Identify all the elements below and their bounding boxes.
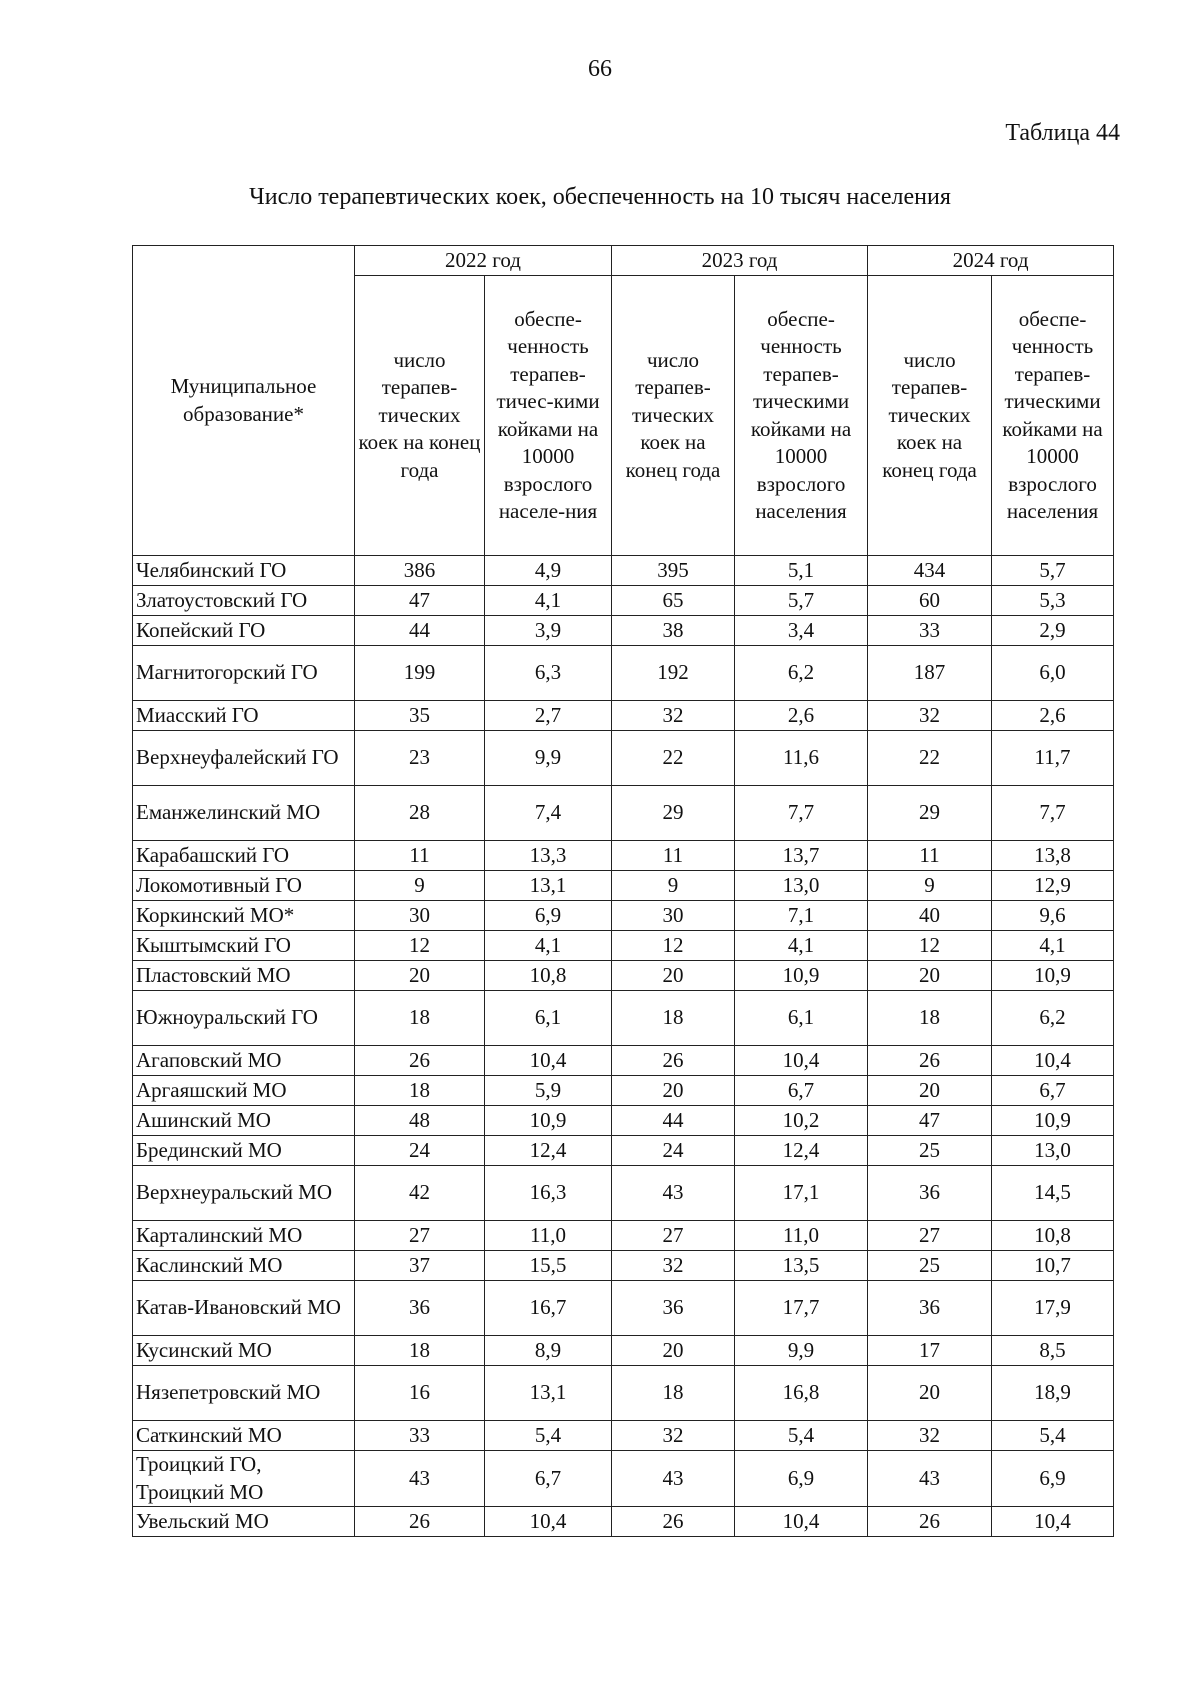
rate-cell: 5,4	[992, 1421, 1114, 1451]
rate-cell: 18,9	[992, 1366, 1114, 1421]
municipality-name: Пластовский МО	[133, 961, 355, 991]
beds-cell: 18	[612, 991, 735, 1046]
beds-cell: 22	[868, 731, 992, 786]
rate-cell: 13,0	[992, 1136, 1114, 1166]
beds-cell: 23	[355, 731, 485, 786]
beds-cell: 26	[868, 1507, 992, 1537]
table-row	[133, 1106, 1114, 1136]
beds-cell: 32	[868, 701, 992, 731]
table-row	[133, 646, 1114, 701]
beds-cell: 47	[868, 1106, 992, 1136]
rate-cell: 6,9	[992, 1451, 1114, 1507]
header-year-row	[133, 246, 1114, 276]
municipality-name: Брединский МО	[133, 1136, 355, 1166]
table-label: Таблица 44	[1005, 120, 1120, 146]
table-row	[133, 556, 1114, 586]
beds-cell: 32	[612, 701, 735, 731]
rate-cell: 6,1	[735, 991, 868, 1046]
rate-cell: 12,4	[735, 1136, 868, 1166]
beds-cell: 36	[612, 1281, 735, 1336]
beds-cell: 20	[612, 961, 735, 991]
beds-cell: 29	[612, 786, 735, 841]
beds-cell: 18	[868, 991, 992, 1046]
header-year-2023: 2023 год	[612, 246, 868, 276]
table-row	[133, 1251, 1114, 1281]
table-row	[133, 1076, 1114, 1106]
rate-cell: 5,1	[735, 556, 868, 586]
beds-cell: 43	[612, 1451, 735, 1507]
beds-cell: 37	[355, 1251, 485, 1281]
rate-cell: 6,7	[485, 1451, 612, 1507]
beds-cell: 27	[868, 1221, 992, 1251]
beds-cell: 36	[355, 1281, 485, 1336]
rate-cell: 10,4	[992, 1046, 1114, 1076]
rate-cell: 5,4	[735, 1421, 868, 1451]
beds-cell: 20	[612, 1076, 735, 1106]
beds-cell: 33	[355, 1421, 485, 1451]
header-rate-2023: обеспе-ченность терапев-тическими койками на 10000 взрослого населения	[735, 276, 868, 556]
header-municipality: Муниципальное образование*	[133, 246, 355, 556]
beds-cell: 60	[868, 586, 992, 616]
rate-cell: 5,7	[735, 586, 868, 616]
table-row	[133, 1336, 1114, 1366]
municipality-name: Саткинский МО	[133, 1421, 355, 1451]
rate-cell: 9,9	[485, 731, 612, 786]
rate-cell: 17,7	[735, 1281, 868, 1336]
rate-cell: 4,1	[992, 931, 1114, 961]
beds-cell: 18	[355, 1076, 485, 1106]
beds-cell: 20	[612, 1336, 735, 1366]
beds-cell: 25	[868, 1251, 992, 1281]
municipality-name: Каслинский МО	[133, 1251, 355, 1281]
table-body	[133, 556, 1114, 1537]
beds-cell: 30	[355, 901, 485, 931]
rate-cell: 10,4	[735, 1507, 868, 1537]
rate-cell: 8,5	[992, 1336, 1114, 1366]
rate-cell: 6,7	[735, 1076, 868, 1106]
rate-cell: 10,7	[992, 1251, 1114, 1281]
header-year-2022: 2022 год	[355, 246, 612, 276]
table-row	[133, 1221, 1114, 1251]
rate-cell: 16,8	[735, 1366, 868, 1421]
municipality-name: Коркинский МО*	[133, 901, 355, 931]
beds-cell: 32	[612, 1421, 735, 1451]
header-beds-2022: число терапев-тических коек на конец года	[355, 276, 485, 556]
beds-cell: 20	[868, 961, 992, 991]
rate-cell: 11,0	[485, 1221, 612, 1251]
municipality-name: Карталинский МО	[133, 1221, 355, 1251]
rate-cell: 4,1	[485, 931, 612, 961]
rate-cell: 3,9	[485, 616, 612, 646]
beds-cell: 43	[868, 1451, 992, 1507]
header-beds-2023: число терапев-тических коек на конец года	[612, 276, 735, 556]
table-row	[133, 931, 1114, 961]
table-row	[133, 786, 1114, 841]
rate-cell: 10,9	[992, 1106, 1114, 1136]
beds-cell: 40	[868, 901, 992, 931]
beds-cell: 22	[612, 731, 735, 786]
rate-cell: 5,9	[485, 1076, 612, 1106]
table-row	[133, 1507, 1114, 1537]
rate-cell: 12,4	[485, 1136, 612, 1166]
rate-cell: 6,2	[992, 991, 1114, 1046]
municipality-name: Карабашский ГО	[133, 841, 355, 871]
rate-cell: 10,9	[485, 1106, 612, 1136]
page-number: 66	[588, 56, 612, 82]
municipality-name: Аргаяшский МО	[133, 1076, 355, 1106]
rate-cell: 6,0	[992, 646, 1114, 701]
rate-cell: 13,1	[485, 871, 612, 901]
table-row	[133, 871, 1114, 901]
rate-cell: 9,6	[992, 901, 1114, 931]
municipality-name: Агаповский МО	[133, 1046, 355, 1076]
rate-cell: 8,9	[485, 1336, 612, 1366]
beds-cell: 26	[355, 1046, 485, 1076]
beds-cell: 28	[355, 786, 485, 841]
rate-cell: 13,3	[485, 841, 612, 871]
beds-cell: 20	[868, 1076, 992, 1106]
municipality-name: Южноуральский ГО	[133, 991, 355, 1046]
table-row	[133, 1421, 1114, 1451]
rate-cell: 4,9	[485, 556, 612, 586]
beds-cell: 20	[355, 961, 485, 991]
municipality-name: Еманжелинский МО	[133, 786, 355, 841]
rate-cell: 6,1	[485, 991, 612, 1046]
beds-cell: 16	[355, 1366, 485, 1421]
table-row	[133, 731, 1114, 786]
beds-cell: 11	[868, 841, 992, 871]
beds-cell: 9	[868, 871, 992, 901]
beds-cell: 26	[612, 1046, 735, 1076]
beds-cell: 11	[355, 841, 485, 871]
beds-cell: 26	[868, 1046, 992, 1076]
rate-cell: 7,7	[735, 786, 868, 841]
beds-cell: 27	[355, 1221, 485, 1251]
beds-cell: 386	[355, 556, 485, 586]
rate-cell: 4,1	[485, 586, 612, 616]
beds-cell: 30	[612, 901, 735, 931]
beds-cell: 43	[355, 1451, 485, 1507]
beds-cell: 395	[612, 556, 735, 586]
rate-cell: 2,9	[992, 616, 1114, 646]
rate-cell: 12,9	[992, 871, 1114, 901]
beds-cell: 12	[868, 931, 992, 961]
rate-cell: 6,3	[485, 646, 612, 701]
rate-cell: 10,8	[992, 1221, 1114, 1251]
beds-cell: 42	[355, 1166, 485, 1221]
table-row	[133, 1366, 1114, 1421]
municipality-name: Верхнеуральский МО	[133, 1166, 355, 1221]
table-row	[133, 1166, 1114, 1221]
beds-cell: 11	[612, 841, 735, 871]
rate-cell: 10,4	[485, 1507, 612, 1537]
beds-cell: 32	[612, 1251, 735, 1281]
municipality-name: Нязепетровский МО	[133, 1366, 355, 1421]
beds-cell: 192	[612, 646, 735, 701]
table-row	[133, 1046, 1114, 1076]
beds-cell: 434	[868, 556, 992, 586]
beds-cell: 18	[612, 1366, 735, 1421]
beds-cell: 9	[612, 871, 735, 901]
rate-cell: 6,9	[735, 1451, 868, 1507]
beds-cell: 12	[612, 931, 735, 961]
rate-cell: 7,1	[735, 901, 868, 931]
beds-cell: 187	[868, 646, 992, 701]
rate-cell: 11,0	[735, 1221, 868, 1251]
beds-cell: 47	[355, 586, 485, 616]
table-row	[133, 701, 1114, 731]
rate-cell: 7,4	[485, 786, 612, 841]
beds-cell: 44	[612, 1106, 735, 1136]
rate-cell: 6,2	[735, 646, 868, 701]
rate-cell: 13,8	[992, 841, 1114, 871]
table-row	[133, 901, 1114, 931]
beds-cell: 65	[612, 586, 735, 616]
rate-cell: 16,3	[485, 1166, 612, 1221]
municipality-name: Миасский ГО	[133, 701, 355, 731]
beds-cell: 38	[612, 616, 735, 646]
beds-cell: 12	[355, 931, 485, 961]
beds-cell: 26	[355, 1507, 485, 1537]
rate-cell: 6,9	[485, 901, 612, 931]
beds-cell: 24	[355, 1136, 485, 1166]
municipality-name: Челябинский ГО	[133, 556, 355, 586]
rate-cell: 17,9	[992, 1281, 1114, 1336]
rate-cell: 9,9	[735, 1336, 868, 1366]
header-beds-2024: число терапев-тических коек на конец года	[868, 276, 992, 556]
beds-cell: 18	[355, 1336, 485, 1366]
municipality-name: Увельский МО	[133, 1507, 355, 1537]
rate-cell: 14,5	[992, 1166, 1114, 1221]
municipality-name: Верхнеуфалейский ГО	[133, 731, 355, 786]
beds-cell: 20	[868, 1366, 992, 1421]
rate-cell: 16,7	[485, 1281, 612, 1336]
rate-cell: 10,2	[735, 1106, 868, 1136]
rate-cell: 3,4	[735, 616, 868, 646]
beds-cell: 27	[612, 1221, 735, 1251]
municipality-name: Катав-Ивановский МО	[133, 1281, 355, 1336]
municipality-name: Копейский ГО	[133, 616, 355, 646]
municipality-name: Кусинский МО	[133, 1336, 355, 1366]
rate-cell: 10,9	[735, 961, 868, 991]
rate-cell: 10,4	[735, 1046, 868, 1076]
beds-cell: 29	[868, 786, 992, 841]
beds-cell: 35	[355, 701, 485, 731]
rate-cell: 4,1	[735, 931, 868, 961]
table-title: Число терапевтических коек, обеспеченность на 10 тысяч населения	[249, 184, 951, 210]
rate-cell: 11,7	[992, 731, 1114, 786]
table-row	[133, 1136, 1114, 1166]
municipality-name: Ашинский МО	[133, 1106, 355, 1136]
beds-cell: 36	[868, 1166, 992, 1221]
rate-cell: 5,7	[992, 556, 1114, 586]
municipality-name: Кыштымский ГО	[133, 931, 355, 961]
table-row	[133, 1281, 1114, 1336]
table-row	[133, 1451, 1114, 1507]
beds-cell: 32	[868, 1421, 992, 1451]
rate-cell: 2,6	[992, 701, 1114, 731]
beds-cell: 199	[355, 646, 485, 701]
rate-cell: 2,6	[735, 701, 868, 731]
municipality-name: Магнитогорский ГО	[133, 646, 355, 701]
rate-cell: 10,4	[485, 1046, 612, 1076]
rate-cell: 5,3	[992, 586, 1114, 616]
header-rate-2024: обеспе-ченность терапев-тическими койками на 10000 взрослого населения	[992, 276, 1114, 556]
municipality-name: Златоустовский ГО	[133, 586, 355, 616]
beds-table	[132, 245, 1114, 1537]
rate-cell: 13,0	[735, 871, 868, 901]
rate-cell: 17,1	[735, 1166, 868, 1221]
municipality-name: Троицкий ГО, Троицкий МО	[133, 1451, 355, 1507]
table-row	[133, 616, 1114, 646]
rate-cell: 6,7	[992, 1076, 1114, 1106]
table-row	[133, 841, 1114, 871]
rate-cell: 13,7	[735, 841, 868, 871]
municipality-name: Локомотивный ГО	[133, 871, 355, 901]
beds-cell: 17	[868, 1336, 992, 1366]
rate-cell: 13,5	[735, 1251, 868, 1281]
rate-cell: 11,6	[735, 731, 868, 786]
beds-cell: 36	[868, 1281, 992, 1336]
beds-cell: 25	[868, 1136, 992, 1166]
table-row	[133, 586, 1114, 616]
rate-cell: 5,4	[485, 1421, 612, 1451]
rate-cell: 10,8	[485, 961, 612, 991]
header-year-2024: 2024 год	[868, 246, 1114, 276]
rate-cell: 2,7	[485, 701, 612, 731]
beds-cell: 48	[355, 1106, 485, 1136]
rate-cell: 7,7	[992, 786, 1114, 841]
beds-cell: 43	[612, 1166, 735, 1221]
beds-cell: 44	[355, 616, 485, 646]
table-row	[133, 961, 1114, 991]
rate-cell: 10,9	[992, 961, 1114, 991]
beds-cell: 18	[355, 991, 485, 1046]
beds-cell: 26	[612, 1507, 735, 1537]
beds-cell: 33	[868, 616, 992, 646]
rate-cell: 13,1	[485, 1366, 612, 1421]
beds-cell: 24	[612, 1136, 735, 1166]
table-row	[133, 991, 1114, 1046]
beds-cell: 9	[355, 871, 485, 901]
rate-cell: 15,5	[485, 1251, 612, 1281]
header-rate-2022: обеспе-ченность терапев-тичес-кими койками на 10000 взрослого населе-ния	[485, 276, 612, 556]
rate-cell: 10,4	[992, 1507, 1114, 1537]
